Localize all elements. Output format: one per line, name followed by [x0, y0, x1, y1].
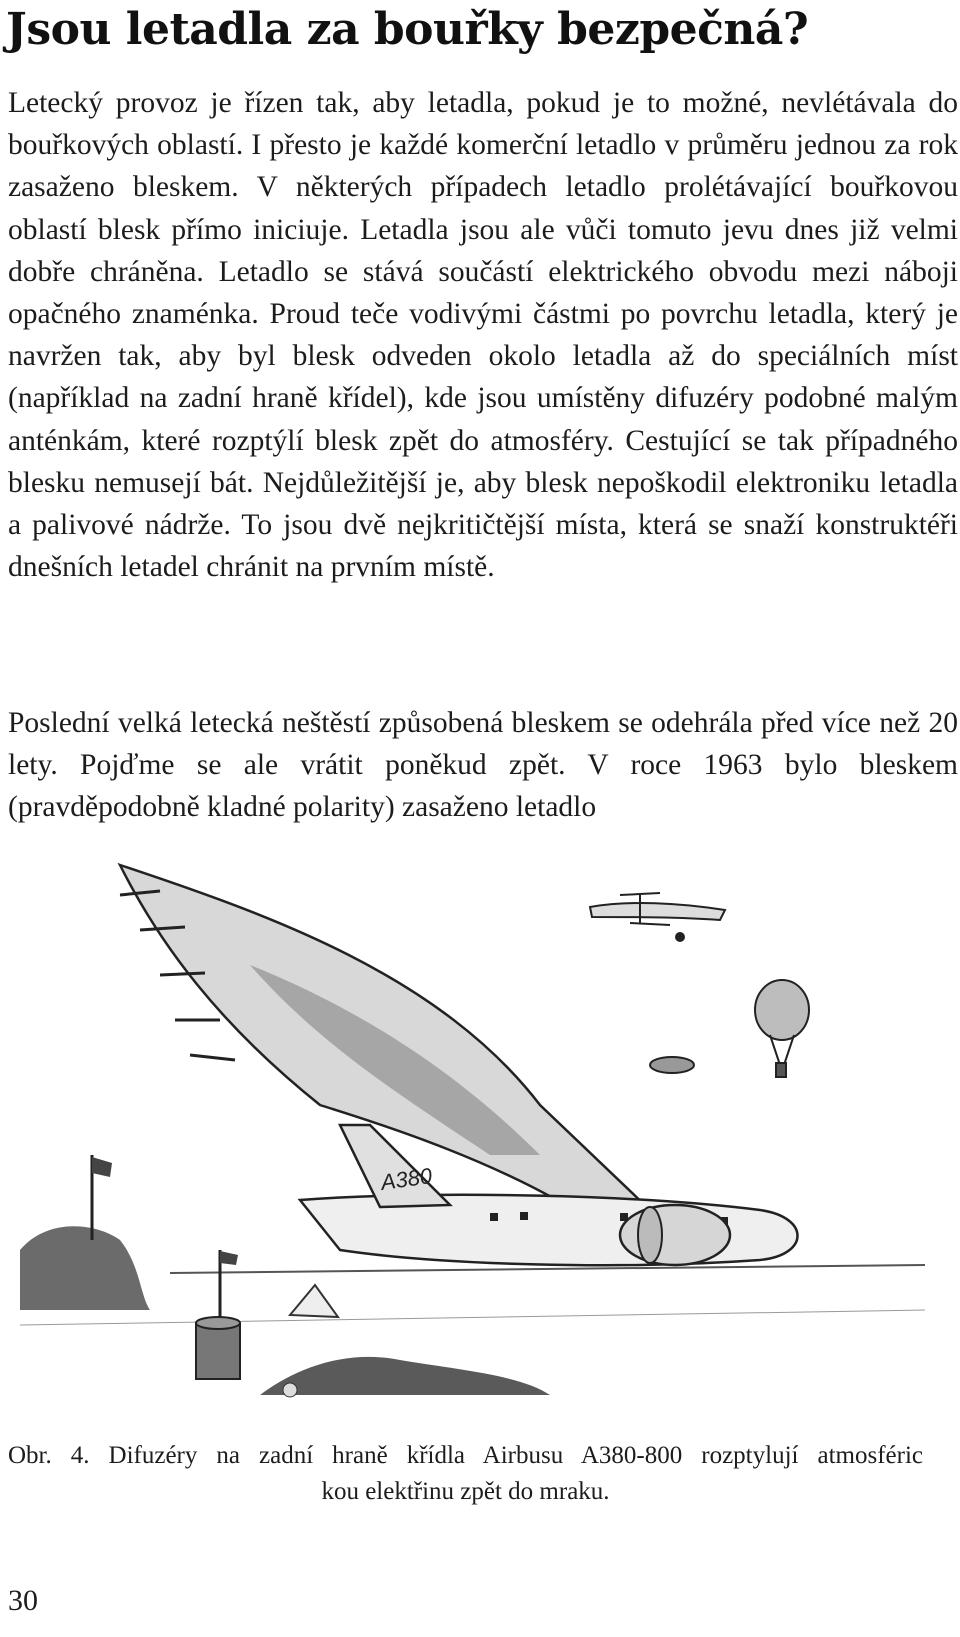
figure-illustration [20, 855, 925, 1425]
airbus-wing-drawing [20, 855, 925, 1425]
biplane-drawing [590, 893, 725, 941]
fuselage-label: A380 [379, 1163, 434, 1195]
engine-shape [620, 1205, 730, 1265]
zeppelin-drawing [650, 1057, 694, 1073]
body-paragraph-1: Letecký provoz je řízen tak, aby letadla, pokud je to možné, nevlétávala do bouřkových oblastí. I přesto je každé komerční letadlo v průměru jednou za rok zasaženo bleskem. V některých případech letadlo prolétávající bouřkovou oblastí blesk přímo iniciuje. Letadla jsou ale vůči tomuto jevu dnes již velmi dobře chráněna. Letadlo se stává součástí elektrického obvodu mezi náboji opačného znaménka. Proud teče vodivými částmi po povrchu letadla, který je navržen tak, aby byl blesk odveden okolo letadla až do speciálních míst (například na zadní hraně křídel), kde jsou umístěny difuzéry podobné malým anténkám, které rozptýlí blesk zpět do atmosféry. Cestující se tak případného blesku nemusejí bát. Nejdůležitější je, aby blesk nepoškodil elektroniku letadla a palivové nádrže. To jsou dvě nejkritičtější místa, která se snaží konstruktéři dnešních letadel chránit na prvním místě. [8, 87, 958, 584]
figure-caption [8, 1438, 923, 1510]
barrel-shape [196, 1323, 240, 1379]
rock-shape [260, 1357, 550, 1395]
flag-icon [92, 1157, 112, 1177]
flag-icon [220, 1251, 238, 1265]
body-paragraph-2: Poslední velká letecká neštěstí způsobená bleskem se odehrála před více než 20 lety. Pojďme se ale vrátit poněkud zpět. V roce 1963 bylo bleskem (pravděpodobně kladné polarity) zasaženo letadlo [8, 707, 958, 824]
page-title: Jsou letadla za bouřky bezpečná? [6, 4, 809, 55]
page-number: 30 [8, 1584, 38, 1617]
balloon-drawing [755, 980, 809, 1077]
hill-shape [20, 1226, 150, 1310]
caption-line-1: Obr. 4. Difuzéry na zadní hraně křídla Airbusu A380-800 rozptylují atmosféric [8, 1442, 923, 1469]
caption-line-2: kou elektřinu zpět do mraku. [321, 1478, 610, 1505]
